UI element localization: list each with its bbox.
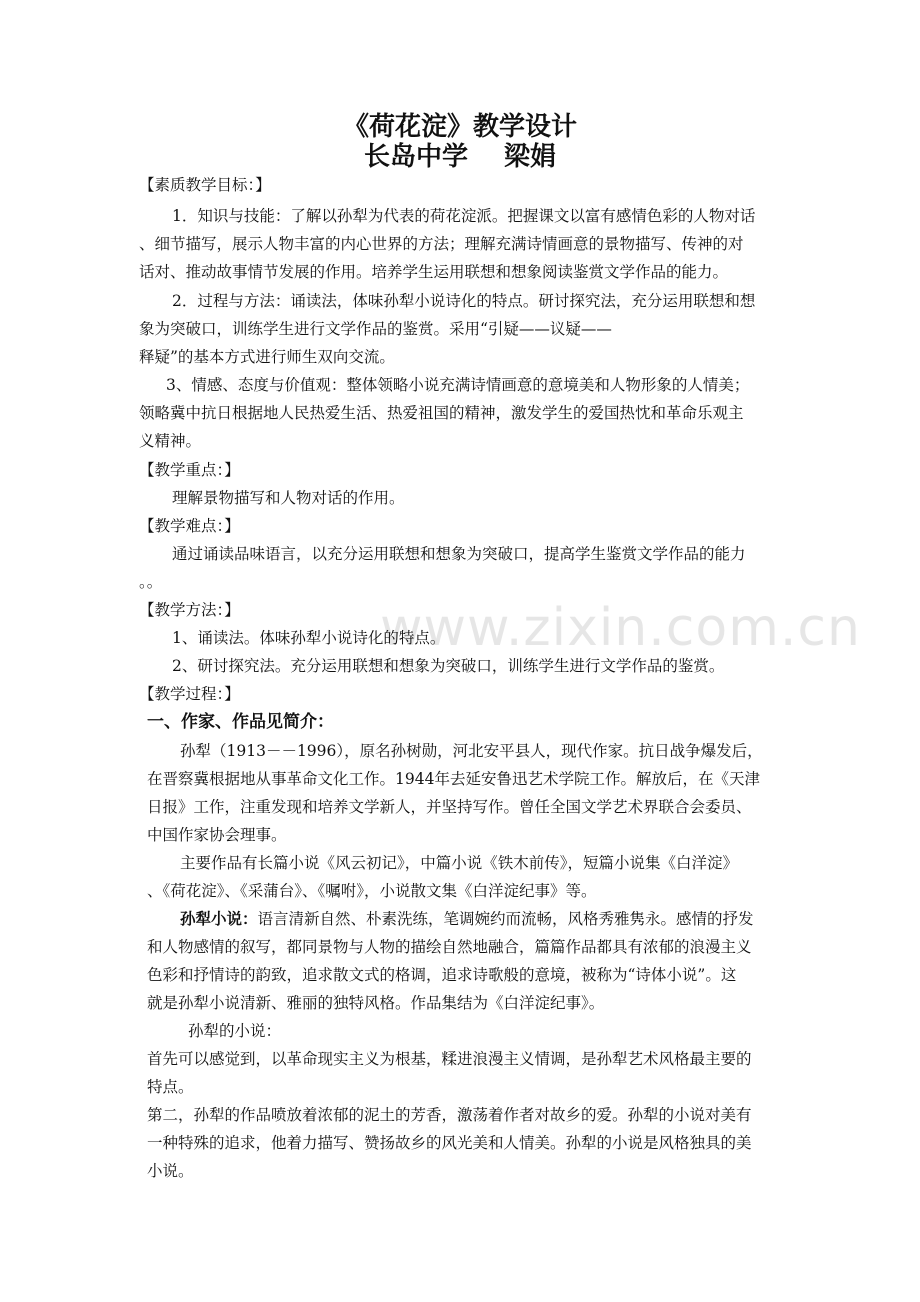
paragraph-line: 理解景物描写和人物对话的作用。 bbox=[172, 489, 405, 507]
paragraph-line: 释疑”的基本方式进行师生双向交流。 bbox=[139, 348, 395, 366]
document-author bbox=[0, 142, 920, 172]
paragraph-line: 和人物感情的叙写，都同景物与人物的描绘自然地融合，篇篇作品都具有浓郁的浪漫主义 bbox=[147, 938, 752, 956]
paragraph-line: 第二，孙犁的作品喷放着浓郁的泥土的芳香，激荡着作者对故乡的爱。孙犁的小说对美有 bbox=[147, 1106, 752, 1124]
paragraph-line: 在晋察冀根据地从事革命文化工作。1944年去延安鲁迅艺术学院工作。解放后，在《天津 bbox=[147, 770, 760, 788]
paragraph-line bbox=[180, 909, 754, 929]
document-title: 《荷花淀》教学设计 bbox=[342, 112, 577, 142]
section-author-intro-heading: 一、作家、作品见简介： bbox=[147, 712, 334, 732]
paragraph-line: 话对、推动故事情节发展的作用。培养学生运用联想和想象阅读鉴赏文学作品的能力。 bbox=[139, 263, 729, 281]
author-name: 梁娟 bbox=[504, 142, 557, 172]
paragraph-line: 一种特殊的追求，他着力描写、赞扬故乡的风光美和人情美。孙犁的小说是风格独具的美 bbox=[147, 1134, 752, 1152]
paragraph-line: 就是孙犁小说清新、雅丽的独特风格。作品集结为《白洋淀纪事》。 bbox=[147, 994, 605, 1012]
section-methods-heading: 【教学方法：】 bbox=[139, 601, 240, 619]
paragraph-line: 通过诵读品味语言，以充分运用联想和想象为突破口，提高学生鉴赏文学作品的能力 bbox=[172, 545, 746, 563]
author-school: 长岛中学 bbox=[363, 142, 468, 172]
paragraph-line: 、《荷花淀》、《采蒲台》、《嘱咐》，小说散文集《白洋淀纪事》等。 bbox=[147, 882, 597, 900]
paragraph-line: 3、情感、态度与价值观：整体领略小说充满诗情画意的意境美和人物形象的人情美； bbox=[166, 376, 750, 394]
paragraph-line: 2．过程与方法：诵读法，体味孙犁小说诗化的特点。研讨探究法，充分运用联想和想 bbox=[172, 292, 756, 310]
paragraph-line: 首先可以感觉到，以革命现实主义为根基，糅进浪漫主义情调，是孙犁艺术风格最主要的 bbox=[147, 1050, 752, 1068]
section-difficulties-heading: 【教学难点：】 bbox=[139, 517, 240, 535]
paragraph-line: 中国作家协会理事。 bbox=[147, 826, 287, 844]
paragraph-line: 日报》工作，注重发现和培养文学新人，并坚持写作。曾任全国文学艺术界联合会委员、 bbox=[147, 798, 752, 816]
paragraph-line: 领略冀中抗日根据地人民热爱生活、热爱祖国的精神，激发学生的爱国热忱和革命乐观主 bbox=[139, 404, 744, 422]
paragraph-line: 孙犁的小说： bbox=[188, 1022, 282, 1040]
paragraph-line: 。。 bbox=[139, 573, 163, 591]
watermark: www.zixin.com.cn bbox=[380, 598, 861, 658]
section-key-points-heading: 【教学重点：】 bbox=[139, 461, 240, 479]
paragraph-line: 、细节描写，展示人物丰富的内心世界的方法；理解充满诗情画意的景物描写、传神的对 bbox=[139, 235, 744, 253]
paragraph-line: 孙犁（1913－－1996），原名孙树勋，河北安平县人，现代作家。抗日战争爆发后， bbox=[180, 742, 763, 760]
section-goals-heading: 【素质教学目标：】 bbox=[139, 176, 271, 194]
paragraph-line: 1、诵读法。体味孙犁小说诗化的特点。 bbox=[172, 629, 446, 647]
paragraph-line: 小说。 bbox=[147, 1162, 194, 1180]
inline-text: 语言清新自然、朴素洗练，笔调婉约而流畅，风格秀雅隽永。感情的抒发 bbox=[257, 910, 754, 928]
paragraph-line: 色彩和抒情诗的韵致，追求散文式的格调，追求诗歌般的意境，被称为“诗体小说”。这 bbox=[147, 966, 737, 984]
paragraph-line: 义精神。 bbox=[139, 432, 202, 450]
paragraph-line: 象为突破口，训练学生进行文学作品的鉴赏。采用“引疑——议疑—— bbox=[139, 320, 612, 338]
paragraph-line: 特点。 bbox=[147, 1078, 194, 1096]
inline-bold-label: 孙犁小说： bbox=[180, 909, 258, 928]
paragraph-line: 2、研讨探究法。充分运用联想和想象为突破口，训练学生进行文学作品的鉴赏。 bbox=[172, 657, 725, 675]
paragraph-line: 1．知识与技能：了解以孙犁为代表的荷花淀派。把握课文以富有感情色彩的人物对话 bbox=[172, 207, 756, 225]
paragraph-line: 主要作品有长篇小说《风云初记》，中篇小说《铁木前传》，短篇小说集《白洋淀》 bbox=[180, 854, 739, 872]
section-process-heading: 【教学过程：】 bbox=[139, 685, 240, 703]
